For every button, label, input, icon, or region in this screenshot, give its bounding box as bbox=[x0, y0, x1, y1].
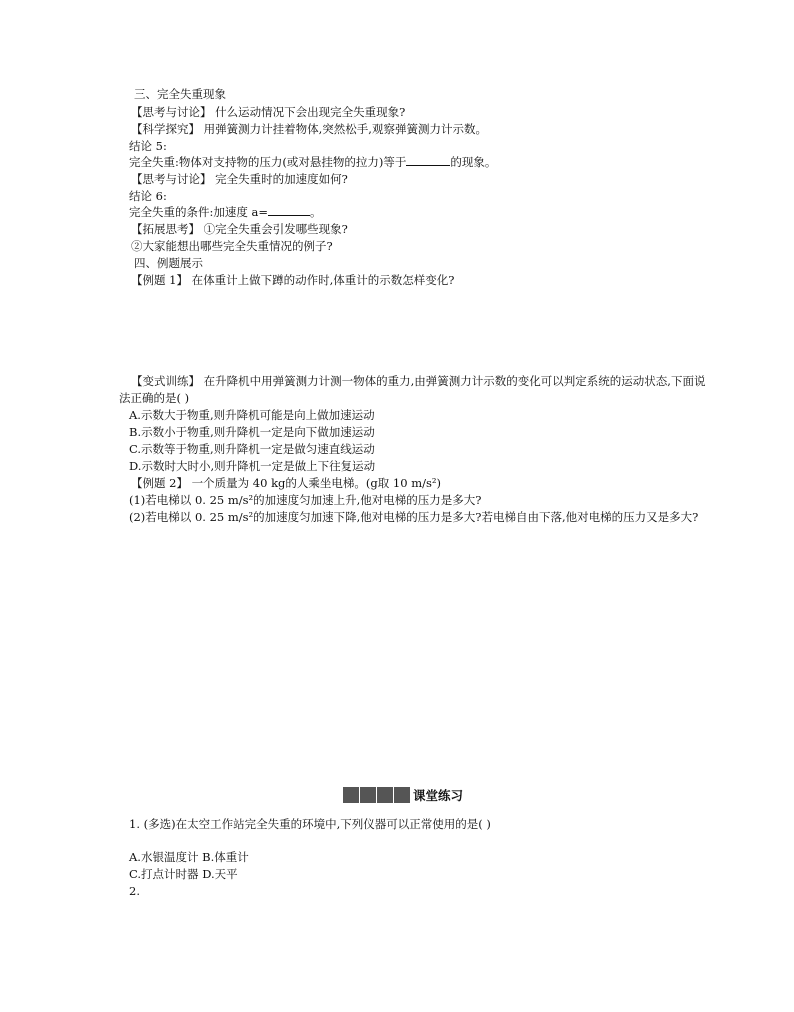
option-a: A.示数大于物重,则升降机可能是向上做加速运动 bbox=[129, 408, 375, 422]
variant-training-line-1: 【变式训练】 在升降机中用弹簧测力计测一物体的重力,由弹簧测力计示数的变化可以判定系统的运动状态,下面说 bbox=[131, 374, 706, 388]
example-2: 【例题 2】 一个质量为 40 kg的人乘坐电梯。(g取 10 m/s²) bbox=[131, 476, 441, 490]
conclusion-5-label: 结论 5: bbox=[129, 139, 167, 153]
fill-text-after: 的现象。 bbox=[450, 155, 497, 169]
extend-think-1: 【拓展思考】 ①完全失重会引发哪些现象? bbox=[131, 222, 348, 236]
practice-1-options-cd: C.打点计时器 D.天平 bbox=[129, 867, 238, 881]
option-d: D.示数时大时小,则升降机一定是做上下往复运动 bbox=[129, 459, 376, 473]
practice-2: 2. bbox=[129, 884, 140, 898]
think-discuss-1: 【思考与讨论】 什么运动情况下会出现完全失重现象? bbox=[131, 105, 406, 119]
variant-training-line-2: 法正确的是( ) bbox=[119, 391, 190, 405]
conclusion-6-fill bbox=[129, 204, 322, 220]
extend-think-2: ②大家能想出哪些完全失重情况的例子? bbox=[131, 239, 333, 253]
answer-blank-1[interactable] bbox=[406, 154, 450, 166]
answer-blank-2[interactable] bbox=[268, 204, 310, 216]
fill-text-before: 完全失重:物体对支持物的压力(或对悬挂物的拉力)等于 bbox=[129, 155, 407, 169]
class-practice-title: 课堂练习 bbox=[413, 788, 464, 803]
class-practice-heading bbox=[343, 786, 463, 804]
section-heading-3: 三、完全失重现象 bbox=[134, 87, 226, 101]
fill-text-after: 。 bbox=[310, 205, 322, 219]
fill-text-before: 完全失重的条件:加速度 a= bbox=[129, 205, 269, 219]
heading-block bbox=[377, 787, 393, 803]
heading-block bbox=[394, 787, 410, 803]
conclusion-6-label: 结论 6: bbox=[129, 189, 167, 203]
practice-1: 1. (多选)在太空工作站完全失重的环境中,下列仪器可以正常使用的是( ) bbox=[129, 817, 491, 831]
heading-block bbox=[360, 787, 376, 803]
think-discuss-2: 【思考与讨论】 完全失重时的加速度如何? bbox=[131, 172, 348, 186]
heading-block bbox=[343, 787, 359, 803]
example-2-question-2: (2)若电梯以 0. 25 m/s²的加速度匀加速下降,他对电梯的压力是多大?若电梯自由下落,他对电梯的压力又是多大? bbox=[129, 510, 699, 524]
example-2-question-1: (1)若电梯以 0. 25 m/s²的加速度匀加速上升,他对电梯的压力是多大? bbox=[129, 493, 482, 507]
conclusion-5-fill bbox=[129, 154, 496, 170]
option-c: C.示数等于物重,则升降机一定是做匀速直线运动 bbox=[129, 442, 375, 456]
example-1: 【例题 1】 在体重计上做下蹲的动作时,体重计的示数怎样变化? bbox=[131, 273, 455, 287]
science-explore: 【科学探究】 用弹簧测力计挂着物体,突然松手,观察弹簧测力计示数。 bbox=[131, 122, 487, 136]
option-b: B.示数小于物重,则升降机一定是向下做加速运动 bbox=[129, 425, 375, 439]
practice-1-options-ab: A.水银温度计 B.体重计 bbox=[129, 850, 249, 864]
section-heading-4: 四、例题展示 bbox=[134, 256, 203, 270]
